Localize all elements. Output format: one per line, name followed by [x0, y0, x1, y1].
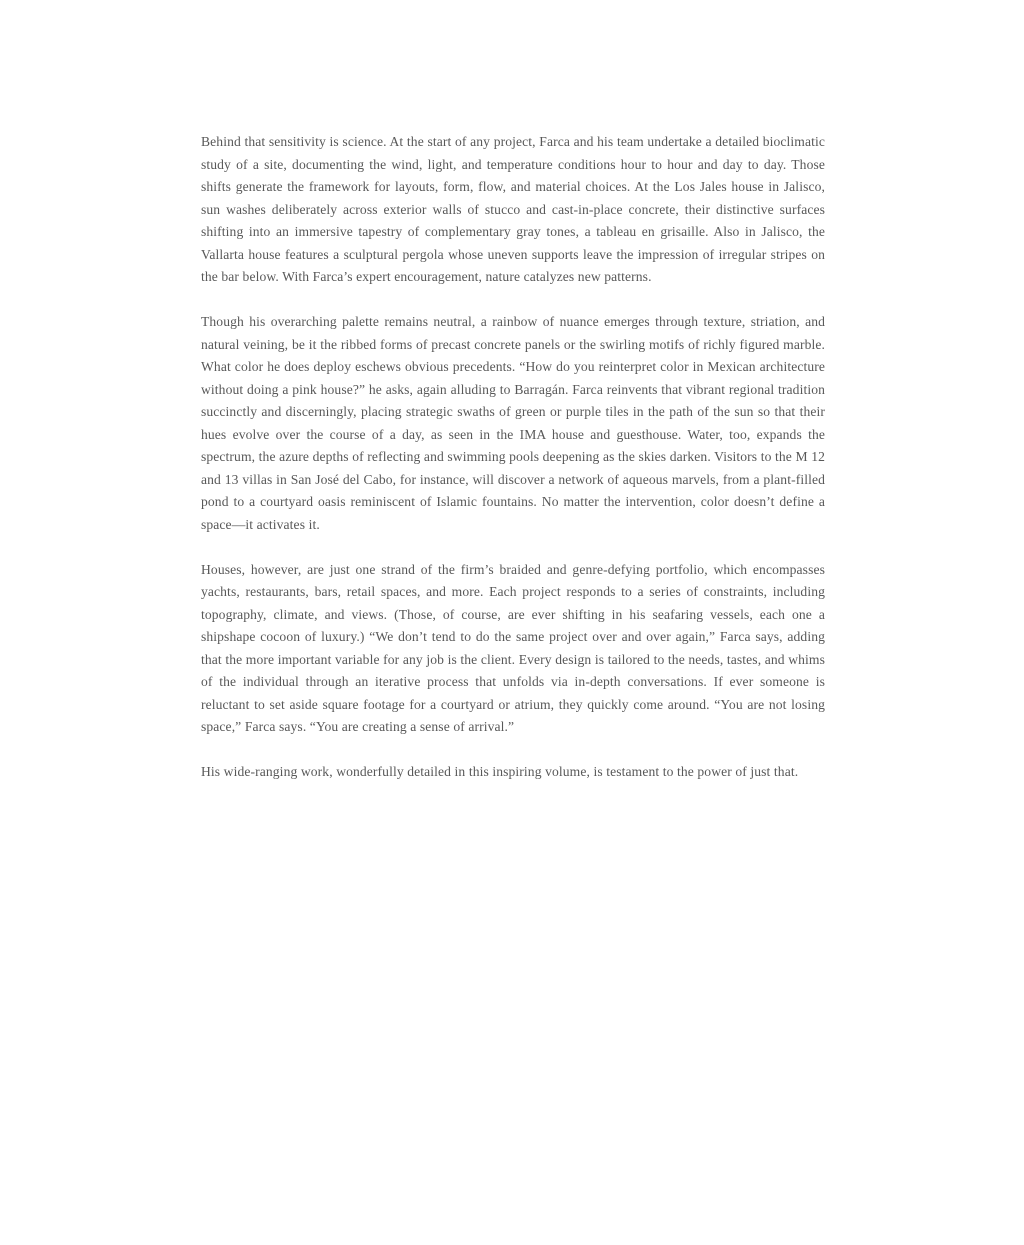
paragraph-1: Behind that sensitivity is science. At the start of any project, Farca and his team undertake a detailed bioclimatic study of a site, documenting the wind, light, and temperature conditions hour to hour and day to day. Those shifts generate the framework for layouts, form, flow, and material choices. At the Los Jales house in Jalisco, sun washes deliberately across exterior walls of stucco and cast-in-place concrete, their distinctive surfaces shifting into an immersive tapestry of complementary gray tones, a tableau en grisaille. Also in Jalisco, the Vallarta house features a sculptural pergola whose uneven supports leave the impression of irregular stripes on the bar below. With Farca’s expert encouragement, nature catalyzes new patterns.: [201, 134, 825, 284]
paragraph-3: Houses, however, are just one strand of the firm’s braided and genre-defying portfolio, which encompasses yachts, restaurants, bars, retail spaces, and more. Each project responds to a series of constraints, including topography, climate, and views. (Those, of course, are ever shifting in his seafaring vessels, each one a shipshape cocoon of luxury.) “We don’t tend to do the same project over and over again,” Farca says, adding that the more important variable for any job is the client. Every design is tailored to the needs, tastes, and whims of the individual through an iterative process that unfolds via in-depth conversations. If ever someone is reluctant to set aside square footage for a courtyard or atrium, they quickly come around. “You are not losing space,” Farca says. “You are creating a sense of arrival.”: [201, 561, 825, 734]
paragraph-4: His wide-ranging work, wonderfully detailed in this inspiring volume, is testament to the power of just that.: [201, 764, 799, 779]
body-text-block: [201, 131, 825, 784]
paragraph-2: Though his overarching palette remains neutral, a rainbow of nuance emerges through texture, striation, and natural veining, be it the ribbed forms of precast concrete panels or the swirling motifs of richly figured marble. What color he does deploy eschews obvious precedents. “How do you reinterpret color in Mexican architecture without doing a pink house?” he asks, again alluding to Barragán. Farca reinvents that vibrant regional tradition succinctly and discerningly, placing strategic swaths of green or purple tiles in the path of the sun so that their hues evolve over the course of a day, as seen in the IMA house and guesthouse. Water, too, expands the spectrum, the azure depths of reflecting and swimming pools deepening as the skies darken. Visitors to the M 12 and 13 villas in San José del Cabo, for instance, will discover a network of aqueous marvels, from a plant-filled pond to a courtyard oasis reminiscent of Islamic fountains. No matter the intervention, color doesn’t define a space—it activates it.: [201, 314, 825, 532]
